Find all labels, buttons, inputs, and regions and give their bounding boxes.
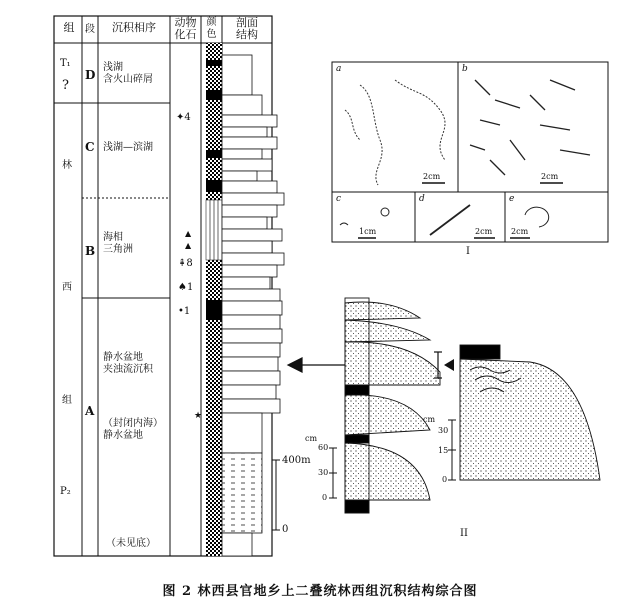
segment-b: B [85, 244, 96, 258]
formation-p2: P₂ [60, 486, 71, 497]
facies-c: 浅湖—滨湖 [103, 142, 153, 153]
fossil-mark-2-num: 8 [186, 258, 193, 269]
fossil-mark-4: •1 [178, 306, 191, 317]
facies-a-line1: 静水盆地 [103, 352, 143, 363]
panel-I-frame [332, 62, 608, 242]
header-color-line1: 颜 [206, 17, 217, 28]
panel-II-tick-right-15: 15 [438, 446, 449, 455]
panel-II-tick-right-30: 30 [438, 426, 449, 435]
header-segment: 段 [85, 24, 95, 35]
header-fossils [170, 17, 201, 41]
formation-char-zu: 组 [62, 395, 72, 406]
panel-I-scale-e: 2cm [511, 227, 529, 236]
panel-II-unit-left: cm [305, 434, 318, 443]
formation-question: ? [62, 78, 69, 93]
facies-d-line2: 含火山碎屑 [103, 74, 153, 85]
segment-c: C [85, 140, 95, 154]
header-sequence: 沉积相序 [112, 21, 156, 34]
panel-I-d: d [419, 194, 425, 204]
formation-char-lin: 林 [62, 160, 72, 171]
main-scale-bar [272, 460, 280, 530]
main-scale-top: 400m [282, 455, 311, 466]
panel-II-tick-left-60: 60 [318, 443, 329, 452]
facies-a2 [103, 418, 163, 442]
panel-I-scale-b: 2cm [541, 172, 559, 181]
facies-b-line1: 海相 [103, 232, 123, 243]
panel-II-left-profile [345, 298, 440, 513]
formation-t1: T₁ [60, 58, 71, 69]
facies-a2-line2: 静水盆地 [103, 430, 143, 441]
fossil-star: ★ [194, 411, 203, 421]
header-structure [222, 17, 272, 41]
header-color-line2: 色 [206, 29, 217, 40]
facies-a2-line1: （封闭内海） [103, 418, 163, 429]
header-structure-line2: 结构 [236, 28, 258, 41]
panel-I-b: b [462, 64, 468, 74]
header-fossils-line2: 化石 [174, 28, 197, 41]
fossil-triangle-1: ▲ [185, 229, 192, 238]
facies-d [103, 62, 153, 86]
color-column [206, 43, 222, 556]
panel-I-scale-d: 2cm [475, 227, 493, 236]
facies-d-line1: 浅湖 [103, 62, 123, 73]
facies-bottom: （未见底） [106, 538, 156, 549]
main-scale-bottom: 0 [282, 524, 289, 535]
panel-II-label: II [460, 528, 468, 539]
panel-I-e: e [509, 194, 515, 204]
fossil-mark-1: ✦4 [176, 112, 191, 123]
panel-I-label: I [466, 246, 470, 257]
panel-I-scale-a: 2cm [423, 172, 441, 181]
figure-caption: 图 2 林西县官地乡上二叠统林西组沉积结构综合图 [162, 584, 478, 599]
facies-b-line2: 三角洲 [103, 244, 133, 255]
panel-I-a: a [336, 64, 342, 74]
panel-I-scale-c: 1cm [359, 227, 377, 236]
fossil-mark-3: ♠1 [178, 282, 194, 293]
header-color [201, 17, 222, 41]
fossil-mark-1-num: 4 [184, 112, 191, 123]
panel-II-tick-right-0: 0 [442, 475, 448, 484]
header-structure-line1: 剖面 [236, 16, 258, 29]
header-fossils-line1: 动物 [174, 16, 197, 29]
fossil-mark-2: ⇞8 [178, 258, 193, 269]
header-formation: 组 [63, 21, 75, 34]
facies-a [103, 352, 153, 376]
arrow [288, 358, 345, 372]
fossil-triangle-2: ▲ [185, 241, 192, 250]
fossil-mark-3-num: 1 [186, 282, 194, 293]
panel-II-tick-left-0: 0 [322, 493, 328, 502]
segment-a: A [85, 404, 95, 418]
panel-II-tick-left-30: 30 [318, 468, 329, 477]
formation-char-xi: 西 [62, 282, 72, 293]
fossil-mark-4-num: 1 [183, 306, 191, 317]
profile-beds [222, 55, 284, 556]
panel-I-c: c [336, 194, 342, 204]
facies-a-line2: 夹浊流沉积 [103, 364, 153, 375]
segment-d: D [85, 68, 96, 82]
facies-b [103, 232, 133, 256]
panel-II-unit-right: cm [423, 415, 436, 424]
panel-II-right-profile [460, 345, 600, 480]
